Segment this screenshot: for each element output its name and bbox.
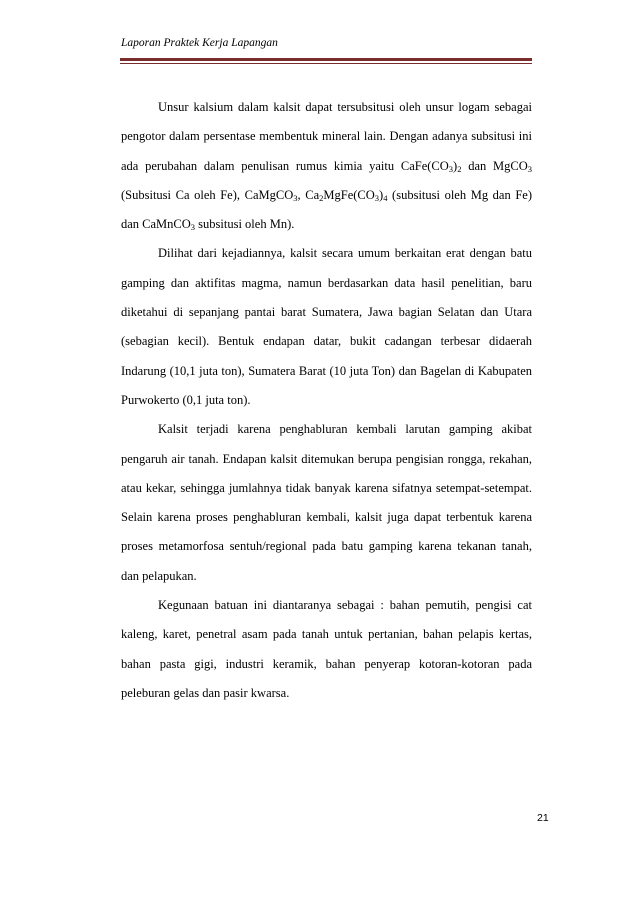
header-rule-thick [120, 58, 532, 61]
running-header: Laporan Praktek Kerja Lapangan [121, 37, 278, 49]
paragraph-formation: Kalsit terjadi karena penghabluran kembali larutan gamping akibat pengaruh air tanah. Endapan kalsit ditemukan berupa pengisian rongga, rekahan, atau kekar, sehingga jumlahnya tidak banyak karena sifatnya setempat-setempat. Selain karena proses penghabluran kembali, kalsit juga dapat terbentuk karena proses metamorfosa sentuh/regional pada batu gamping karena tekanan tanah, dan pelapukan. [121, 422, 532, 583]
page-number: 21 [537, 812, 549, 824]
paragraph-occurrence: Dilihat dari kejadiannya, kalsit secara umum berkaitan erat dengan batu gamping dan aktifitas magma, namun berdasarkan data hasil penelitian, baru diketahui di sepanjang pantai barat Sumatera, Jawa bagian Selatan dan Utara (sebagian kecil). Bentuk endapan datar, bukit cadangan terbesar didaerah Indarung (10,1 juta ton), Sumatera Barat (10 juta Ton) dan Bagelan di Kabupaten Purwokerto (0,1 juta ton). [121, 246, 532, 407]
body-text [121, 93, 532, 708]
header-rule-thin [120, 63, 532, 64]
paragraph-uses: Kegunaan batuan ini diantaranya sebagai : bahan pemutih, pengisi cat kaleng, karet, penetral asam pada tanah untuk pertanian, bahan pelapis kertas, bahan pasta gigi, industri keramik, bahan penyerap kotoran-kotoran pada peleburan gelas dan pasir kwarsa. [121, 598, 532, 700]
paragraph-substitution: Unsur kalsium dalam kalsit dapat tersubsitusi oleh unsur logam sebagai pengotor dalam persentase membentuk mineral lain. Dengan adanya subsitusi ini ada perubahan dalam penulisan rumus kimia yaitu $CaFe(CO_3)_2$ dan MgCO$_3$ (Subsitusi Ca oleh Fe), CaMgCO$_3$, $Ca_2MgFe(CO_3)_4$ (subsitusi oleh Mg dan Fe) dan CaMnCO$_3$ subsitusi oleh Mn). [121, 100, 532, 233]
